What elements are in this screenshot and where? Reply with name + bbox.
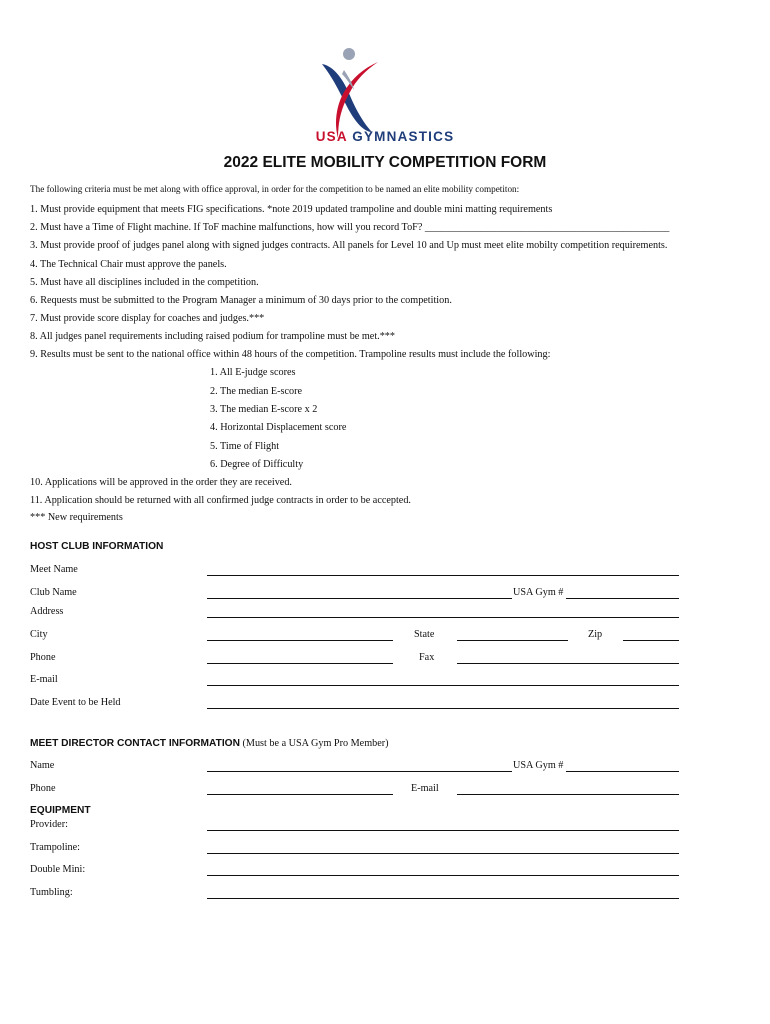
criteria-item: 5. Must have all disciplines included in the competition.	[30, 277, 259, 288]
host-usa-gym-field[interactable]	[566, 598, 679, 599]
brand-usa: USA	[315, 129, 348, 144]
director-name-field[interactable]	[207, 771, 512, 772]
results-item: 3. The median E-score x 2	[210, 404, 318, 415]
results-item: 1. All E-judge scores	[210, 367, 296, 378]
criteria-item: 4. The Technical Chair must approve the panels.	[30, 259, 227, 270]
form-title: 2022 ELITE MOBILITY COMPETITION FORM	[223, 154, 547, 171]
new-requirements-note: *** New requirements	[30, 512, 123, 523]
zip-label: Zip	[588, 629, 603, 640]
provider-label: Provider:	[30, 819, 68, 830]
email-label: E-mail	[30, 674, 58, 685]
criteria-item: 8. All judges panel requirements including raised podium for trampoline must be met.***	[30, 331, 395, 342]
criteria-item: 1. Must provide equipment that meets FIG specifications. *note 2019 updated trampoline and double mini matting requirements	[30, 204, 553, 215]
meet-name-label: Meet Name	[30, 564, 78, 575]
phone-label: Phone	[30, 652, 56, 663]
state-field[interactable]	[457, 640, 568, 641]
address-field[interactable]	[207, 617, 679, 618]
fax-field[interactable]	[457, 663, 679, 664]
provider-field[interactable]	[207, 830, 679, 831]
host-club-heading: HOST CLUB INFORMATION	[30, 541, 164, 552]
zip-field[interactable]	[623, 640, 679, 641]
email-field[interactable]	[207, 685, 679, 686]
criteria-item: 11. Application should be returned with all confirmed judge contracts in order to be accepted.	[30, 495, 411, 506]
criteria-item: 2. Must have a Time of Flight machine. If ToF machine malfunctions, how will you record ToF? ________________________________________________	[30, 222, 670, 233]
criteria-item: 6. Requests must be submitted to the Program Manager a minimum of 30 days prior to the competition.	[30, 295, 452, 306]
results-item: 6. Degree of Difficulty	[210, 459, 304, 470]
meet-director-note: (Must be a USA Gym Pro Member)	[239, 738, 389, 749]
double-mini-field[interactable]	[207, 875, 679, 876]
phone-field[interactable]	[207, 663, 393, 664]
brand-gymnastics: GYMNASTICS	[352, 129, 455, 144]
trampoline-field[interactable]	[207, 853, 679, 854]
date-event-field[interactable]	[207, 708, 679, 709]
director-usa-gym-field[interactable]	[566, 771, 679, 772]
club-name-label: Club Name	[30, 587, 77, 598]
director-name-label: Name	[30, 760, 55, 771]
results-item: 5. Time of Flight	[210, 441, 280, 452]
results-item: 2. The median E-score	[210, 386, 303, 397]
fax-label: Fax	[419, 652, 435, 663]
date-event-label: Date Event to be Held	[30, 697, 121, 708]
director-usa-gym-label: USA Gym #	[513, 760, 564, 771]
director-phone-label: Phone	[30, 783, 56, 794]
tumbling-label: Tumbling:	[30, 887, 73, 898]
usa-gymnastics-wordmark	[0, 129, 770, 144]
city-field[interactable]	[207, 640, 393, 641]
meet-director-heading-text: MEET DIRECTOR CONTACT INFORMATION	[30, 738, 240, 749]
criteria-item: 9. Results must be sent to the national office within 48 hours of the competition. Trampoline results must include the following:	[30, 349, 551, 360]
host-usa-gym-label: USA Gym #	[513, 587, 564, 598]
meet-name-field[interactable]	[207, 575, 679, 576]
state-label: State	[414, 629, 435, 640]
director-email-label: E-mail	[411, 783, 439, 794]
trampoline-label: Trampoline:	[30, 842, 80, 853]
criteria-item: 10. Applications will be approved in the order they are received.	[30, 477, 292, 488]
double-mini-label: Double Mini:	[30, 864, 86, 875]
club-name-field[interactable]	[207, 598, 512, 599]
intro-text: The following criteria must be met along with office approval, in order for the competition to be named an elite mobility competiton:	[30, 184, 520, 194]
address-label: Address	[30, 606, 64, 617]
director-email-field[interactable]	[457, 794, 679, 795]
tumbling-field[interactable]	[207, 898, 679, 899]
results-item: 4. Horizontal Displacement score	[210, 422, 347, 433]
criteria-item: 7. Must provide score display for coaches and judges.***	[30, 313, 265, 324]
meet-director-heading	[30, 738, 389, 749]
equipment-heading: EQUIPMENT	[30, 805, 91, 816]
director-phone-field[interactable]	[207, 794, 393, 795]
criteria-item: 3. Must provide proof of judges panel along with signed judges contracts. All panels for Level 10 and Up must meet elite mobilty competition requirements.	[30, 240, 668, 251]
city-label: City	[30, 629, 48, 640]
